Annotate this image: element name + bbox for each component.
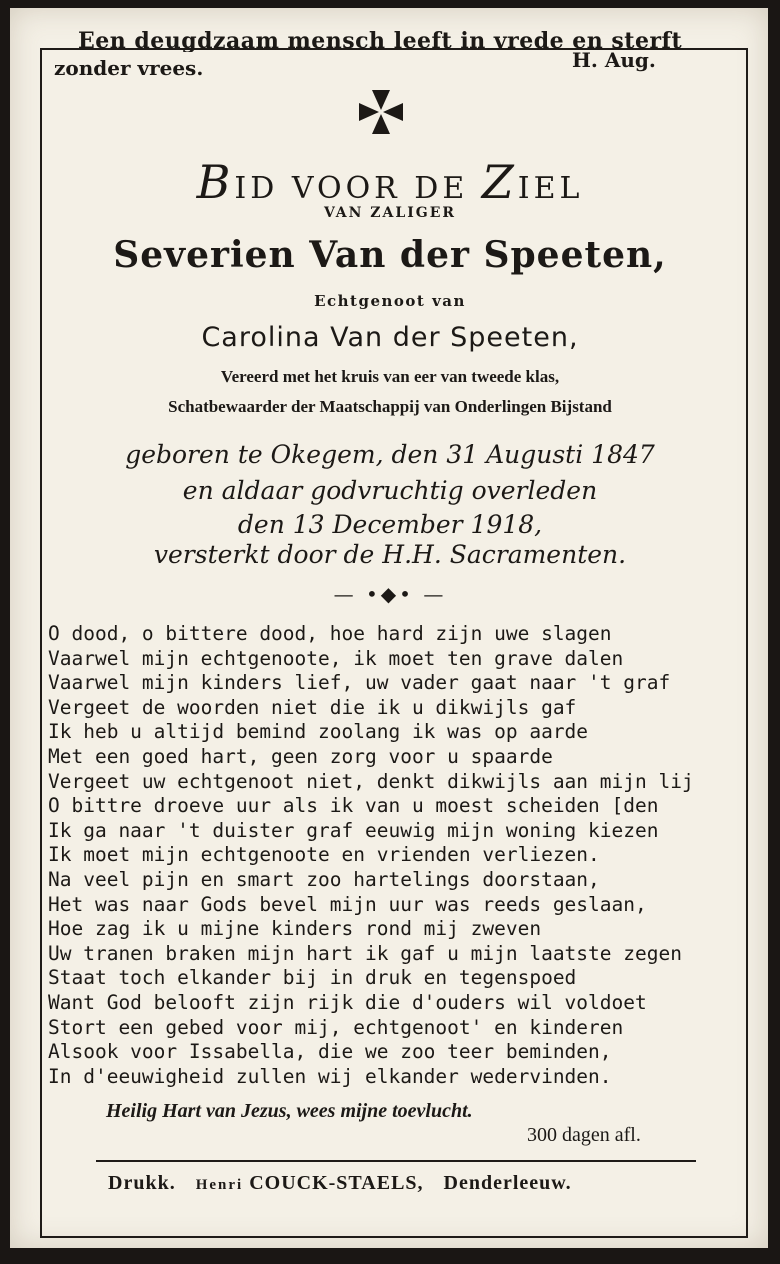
poem-line: Alsook voor Issabella, die we zoo teer beminden, [48, 1040, 612, 1064]
motto-line-1: Een deugdzaam mensch leeft in vrede en sterft [78, 28, 683, 52]
poem-line: Stort een gebed voor mij, echtgenoot' en kinderen [48, 1015, 624, 1039]
printer-imprint [108, 1172, 572, 1195]
indulgence-note: 300 dagen afl. [527, 1124, 641, 1146]
death-line-2: den 13 December 1918, [237, 510, 543, 539]
poem-line: Hoe zag ik u mijne kinders rond mij zweven [48, 917, 542, 941]
printer-first-name: Henri [195, 1177, 244, 1193]
poem-line: Staat toch elkander bij in druk en tegenspoed [48, 966, 577, 990]
divider-ornament: — •◆• — [333, 582, 447, 606]
motto-line-2: zonder vrees. [54, 56, 204, 80]
van-zaliger-label: VAN ZALIGER [323, 205, 457, 221]
poem-line: Ik heb u altijd bemind zoolang ik was op aarde [48, 720, 589, 744]
poem-line: O bittre droeve uur als ik van u moest scheiden [den [48, 794, 659, 818]
poem-line: Met een goed hart, geen zorg voor u spaarde [48, 744, 553, 768]
page-title: BID VOOR DE ZIEL [196, 155, 584, 209]
footer-rule [96, 1160, 696, 1162]
poem [48, 622, 748, 1089]
honor-line-1: Vereerd met het kruis van eer van tweede klas, [220, 367, 560, 386]
printer-town: Denderleeuw. [443, 1172, 572, 1194]
deceased-name: Severien Van der Speeten, [113, 234, 667, 276]
prayer-invocation: Heilig Hart van Jezus, wees mijne toevlucht. [106, 1100, 473, 1122]
poem-line: Vergeet uw echtgenoot niet, denkt dikwijls aan mijn lij [48, 769, 694, 793]
honor-line-2: Schatbewaarder der Maatschappij van Onderlingen Bijstand [168, 397, 612, 416]
cross-icon [355, 86, 407, 138]
poem-line: O dood, o bittere dood, hoe hard zijn uwe slagen [48, 622, 612, 645]
poem-line: Vaarwel mijn echtgenoote, ik moet ten grave dalen [48, 646, 624, 670]
spouse-name: Carolina Van der Speeten, [201, 322, 579, 353]
poem-line: Ik ga naar 't duister graf eeuwig mijn woning kiezen [48, 818, 659, 842]
birth-line: geboren te Okegem, den 31 Augusti 1847 [125, 440, 655, 469]
poem-line: Uw tranen braken mijn hart ik gaf u mijn laatste zegen [48, 941, 682, 965]
poem-line: Ik moet mijn echtgenoote en vrienden verliezen. [48, 843, 600, 867]
poem-line: Na veel pijn en smart zoo hartelings doorstaan, [48, 867, 600, 891]
motto-source: H. Aug. [572, 48, 656, 72]
death-line-1: en aldaar godvruchtig overleden [182, 476, 598, 505]
spouse-label: Echtgenoot van [314, 292, 466, 310]
printer-surname: COUCK-STAELS, [249, 1172, 424, 1194]
poem-line: In d'eeuwigheid zullen wij elkander wedervinden. [48, 1064, 612, 1088]
printer-prefix: Drukk. [108, 1172, 176, 1194]
poem-line: Want God belooft zijn rijk die d'ouders wil voldoet [48, 990, 647, 1014]
poem-line: Vergeet de woorden niet die ik u dikwijls gaf [48, 695, 577, 719]
sacraments-line: versterkt door de H.H. Sacramenten. [153, 540, 627, 569]
poem-line: Vaarwel mijn kinders lief, uw vader gaat naar 't graf [48, 671, 671, 695]
poem-line: Het was naar Gods bevel mijn uur was reeds geslaan, [48, 892, 647, 916]
